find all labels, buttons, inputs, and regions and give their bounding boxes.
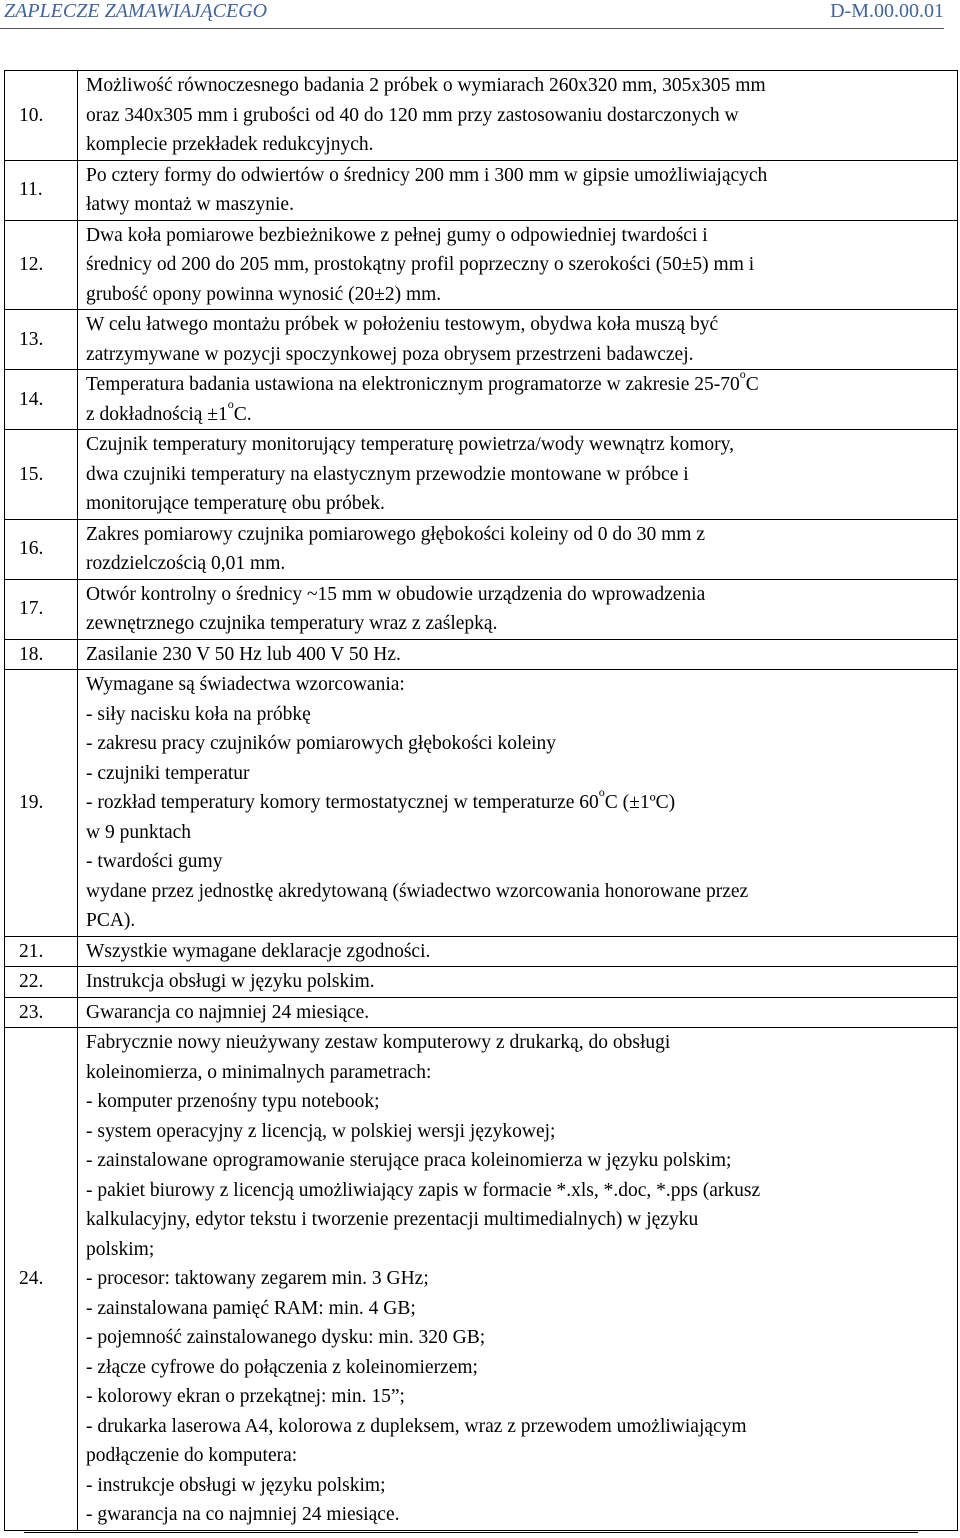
text-line xyxy=(86,1176,953,1206)
text-line xyxy=(86,729,953,759)
text-line xyxy=(86,310,953,340)
text-line xyxy=(86,340,953,370)
line-text: zatrzymywane w pozycji spoczynkowej poza obrysem przestrzeni badawczej. xyxy=(86,343,694,365)
line-text: Wszystkie wymagane deklaracje zgodności. xyxy=(86,940,431,962)
row-number: 17. xyxy=(5,579,78,639)
line-text: - pojemność zainstalowanego dysku: min. 320 GB; xyxy=(86,1327,486,1348)
text-line xyxy=(86,759,953,789)
header-divider xyxy=(0,28,944,29)
text-line xyxy=(86,250,953,280)
line-text: - kolorowy ekran o przekątnej: min. 15”; xyxy=(86,1386,405,1407)
line-text: Po cztery formy do odwiertów o średnicy 200 mm i 300 mm w gipsie umożliwiających xyxy=(86,164,768,186)
row-text xyxy=(78,519,958,579)
row-number: 23. xyxy=(5,997,78,1028)
row-number: 13. xyxy=(5,310,78,370)
row-text xyxy=(78,310,958,370)
text-line xyxy=(86,1028,953,1058)
line-text: dwa czujniki temperatury na elastycznym przewodzie montowane w próbce i xyxy=(86,463,689,485)
text-line xyxy=(86,847,953,877)
line-text: polskim; xyxy=(86,1238,155,1260)
line-text: oraz 340x305 mm i grubości od 40 do 120 mm przy zastosowaniu dostarczonych w xyxy=(86,104,739,126)
text-line xyxy=(86,609,953,639)
row-text xyxy=(78,967,958,998)
line-text: Wymagane są świadectwa wzorcowania: xyxy=(86,674,405,695)
line-text: Instrukcja obsługi w języku polskim. xyxy=(86,971,375,992)
row-text xyxy=(78,71,958,161)
unit-text: C (±1ºC) xyxy=(604,792,676,813)
row-text xyxy=(78,430,958,520)
row-number: 19. xyxy=(5,670,78,937)
line-text: - drukarka laserowa A4, kolorowa z dupleksem, wraz z przewodem umożliwiającym xyxy=(86,1415,747,1437)
text-line xyxy=(86,1500,953,1530)
line-text: - zainstalowana pamięć RAM: min. 4 GB; xyxy=(86,1297,416,1319)
table-row xyxy=(5,430,958,520)
table-row xyxy=(5,936,958,967)
row-text xyxy=(78,639,958,670)
text-line xyxy=(86,906,953,936)
table-row xyxy=(5,997,958,1028)
row-number: 10. xyxy=(5,71,78,161)
row-text xyxy=(78,1028,958,1531)
text-line xyxy=(86,101,953,131)
text-line xyxy=(86,130,953,160)
text-line xyxy=(86,640,953,670)
text-line xyxy=(86,71,953,101)
text-line xyxy=(86,280,953,310)
row-text xyxy=(78,579,958,639)
line-text: - zakresu pracy czujników pomiarowych głębokości koleiny xyxy=(86,733,557,754)
row-text xyxy=(78,160,958,220)
text-line xyxy=(86,785,953,818)
line-text: Gwarancja co najmniej 24 miesiące. xyxy=(86,1001,370,1023)
text-line xyxy=(86,1146,953,1176)
row-number: 15. xyxy=(5,430,78,520)
row-text xyxy=(78,367,958,430)
text-line xyxy=(86,396,953,430)
text-line xyxy=(86,700,953,730)
line-text: z dokładnością ±1 xyxy=(86,403,228,425)
text-line xyxy=(86,1441,953,1471)
text-line xyxy=(86,190,953,220)
text-line xyxy=(86,430,953,460)
table-row xyxy=(5,370,958,430)
text-line xyxy=(86,818,953,848)
line-text: Zakres pomiarowy czujnika pomiarowego głębokości koleiny od 0 do 30 mm z xyxy=(86,523,705,545)
unit-text: C. xyxy=(233,403,252,425)
line-text: Zasilanie 230 V 50 Hz lub 400 V 50 Hz. xyxy=(86,643,401,665)
text-line xyxy=(86,937,953,967)
text-line xyxy=(86,520,953,550)
line-text: wydane przez jednostkę akredytowaną (świadectwo wzorcowania honorowane przez xyxy=(86,880,749,902)
text-line xyxy=(86,1471,953,1501)
table-row xyxy=(5,310,958,370)
line-text: kalkulacyjny, edytor tekstu i tworzenie prezentacji multimedialnych) w języku xyxy=(86,1209,699,1230)
row-number: 14. xyxy=(5,370,78,430)
line-text: zewnętrznego czujnika temperatury wraz z zaślepką. xyxy=(86,613,498,634)
table-row xyxy=(5,639,958,670)
page-header xyxy=(0,0,944,32)
degree-sign: o xyxy=(598,785,605,799)
line-text: monitorujące temperaturę obu próbek. xyxy=(86,493,385,514)
text-line xyxy=(86,670,953,700)
text-line xyxy=(86,877,953,907)
text-line xyxy=(86,1412,953,1442)
line-text: Możliwość równoczesnego badania 2 próbek o wymiarach 260x320 mm, 305x305 mm xyxy=(86,75,766,96)
specification-table xyxy=(4,70,958,1531)
text-line xyxy=(86,460,953,490)
line-text: - złącze cyfrowe do połączenia z koleinomierzem; xyxy=(86,1356,478,1378)
line-text: - zainstalowane oprogramowanie sterujące praca koleinomierza w języku polskim; xyxy=(86,1150,732,1171)
row-text xyxy=(78,670,958,937)
text-line xyxy=(86,1117,953,1147)
unit-text: C xyxy=(745,374,759,395)
line-text: łatwy montaż w maszynie. xyxy=(86,194,294,215)
text-line xyxy=(86,1235,953,1265)
header-title: ZAPLECZE ZAMAWIAJĄCEGO xyxy=(4,0,268,22)
line-text: - twardości gumy xyxy=(86,851,223,872)
line-text: - gwarancja na co najmniej 24 miesiące. xyxy=(86,1504,400,1525)
table-row xyxy=(5,220,958,310)
line-text: PCA). xyxy=(86,910,136,931)
text-line xyxy=(86,1294,953,1324)
text-line xyxy=(86,1382,953,1412)
degree-sign: o xyxy=(227,396,234,411)
line-text: koleinomierza, o minimalnych parametrach: xyxy=(86,1061,432,1083)
table-row xyxy=(5,579,958,639)
line-text: rozdzielczością 0,01 mm. xyxy=(86,553,286,574)
line-text: grubość opony powinna wynosić (20±2) mm. xyxy=(86,283,442,305)
line-text: - rozkład temperatury komory termostatycznej w temperaturze 60 xyxy=(86,792,599,813)
text-line xyxy=(86,161,953,191)
line-text: Temperatura badania ustawiona na elektronicznym programatorze w zakresie 25-70 xyxy=(86,374,740,395)
text-line xyxy=(86,1353,953,1383)
text-line xyxy=(86,580,953,610)
line-text: - system operacyjny z licencją, w polskiej wersji językowej; xyxy=(86,1120,556,1142)
line-text: - czujniki temperatur xyxy=(86,762,250,784)
line-text: Otwór kontrolny o średnicy ~15 mm w obudowie urządzenia do wprowadzenia xyxy=(86,583,706,605)
row-text xyxy=(78,220,958,310)
line-text: średnicy od 200 do 205 mm, prostokątny profil poprzeczny o szerokości (50±5) mm i xyxy=(86,254,755,275)
text-line xyxy=(86,1058,953,1088)
row-text xyxy=(78,997,958,1028)
row-number: 11. xyxy=(5,160,78,220)
line-text: - komputer przenośny typu notebook; xyxy=(86,1091,380,1112)
row-number: 22. xyxy=(5,967,78,998)
table-row xyxy=(5,1028,958,1531)
row-number: 16. xyxy=(5,519,78,579)
line-text: komplecie przekładek redukcyjnych. xyxy=(86,134,374,155)
text-line xyxy=(86,1323,953,1353)
line-text: - siły nacisku koła na próbkę xyxy=(86,703,311,725)
line-text: - pakiet biurowy z licencją umożliwiający zapis w formacie *.xls, *.doc, *.pps (arkusz xyxy=(86,1179,761,1201)
line-text: w 9 punktach xyxy=(86,821,192,843)
text-line xyxy=(86,367,953,400)
text-line xyxy=(86,998,953,1028)
text-line xyxy=(86,1264,953,1294)
text-line xyxy=(86,549,953,579)
table-row xyxy=(5,967,958,998)
text-line xyxy=(86,1205,953,1235)
text-line xyxy=(86,1087,953,1117)
line-text: - instrukcje obsługi w języku polskim; xyxy=(86,1474,386,1496)
table-row xyxy=(5,160,958,220)
line-text: W celu łatwego montażu próbek w położeniu testowym, obydwa koła muszą być xyxy=(86,314,719,335)
line-text: Dwa koła pomiarowe bezbieżnikowe z pełnej gumy o odpowiedniej twardości i xyxy=(86,224,708,246)
text-line xyxy=(86,489,953,519)
table-row xyxy=(5,71,958,161)
line-text: Fabrycznie nowy nieużywany zestaw komputerowy z drukarką, do obsługi xyxy=(86,1032,671,1053)
document-code: D-M.00.00.01 xyxy=(830,0,944,22)
table-row xyxy=(5,670,958,937)
text-line xyxy=(86,967,953,997)
footer-divider xyxy=(24,1532,918,1533)
specification-table-body xyxy=(5,71,958,1531)
line-text: - procesor: taktowany zegarem min. 3 GHz; xyxy=(86,1268,429,1289)
degree-sign: o xyxy=(739,367,746,381)
line-text: Czujnik temperatury monitorujący temperaturę powietrza/wody wewnątrz komory, xyxy=(86,434,734,455)
row-text xyxy=(78,936,958,967)
text-line xyxy=(86,221,953,251)
row-number: 18. xyxy=(5,639,78,670)
row-number: 24. xyxy=(5,1028,78,1531)
line-text: podłączenie do komputera: xyxy=(86,1445,298,1466)
row-number: 21. xyxy=(5,936,78,967)
table-row xyxy=(5,519,958,579)
row-number: 12. xyxy=(5,220,78,310)
